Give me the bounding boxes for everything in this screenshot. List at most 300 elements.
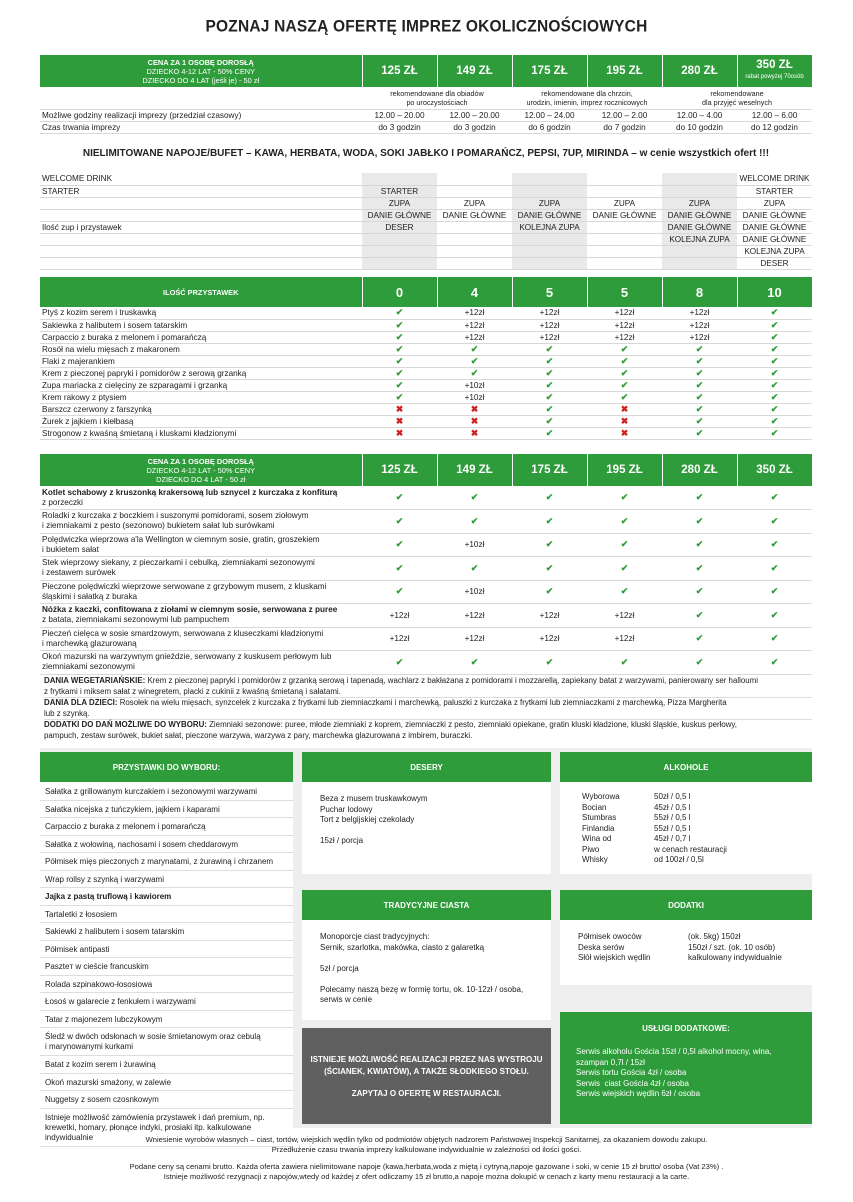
check-icon: ✔ (545, 586, 554, 597)
price-cell: 175 ZŁ (512, 55, 587, 87)
duration-label: Czas trwania imprezy (40, 121, 362, 133)
check-icon: ✔ (545, 355, 554, 366)
starter-dish-row (40, 331, 812, 343)
alcohol-name: Piwo (582, 844, 600, 854)
alcohol-price: od 100zł / 0,5l (654, 855, 704, 864)
check-icon: ✔ (470, 562, 479, 573)
price-cell: 125 ZŁ (362, 454, 437, 486)
check-icon: ✔ (620, 379, 629, 390)
menu-cell: ZUPA (662, 197, 737, 209)
check-icon: ✔ (695, 403, 704, 414)
menu-row-label (40, 233, 362, 245)
menu-cell (362, 233, 437, 245)
addons-panel (560, 890, 812, 985)
services-title: USŁUGI DODATKOWE: (642, 1024, 730, 1033)
main-dish-row (40, 604, 812, 628)
check-icon: ✔ (770, 539, 779, 550)
alcohol-item (582, 855, 812, 866)
starter-dish-row (40, 355, 812, 367)
menu-cell (587, 245, 662, 257)
menu-cell: DESER (737, 257, 812, 269)
menu-cell: DANIE GŁÓWNE (587, 209, 662, 221)
starter-option: Nuggetsy z sosem czosnkowym (40, 1091, 293, 1109)
starter-cell: STARTER (737, 185, 812, 197)
starter-dish-row (40, 415, 812, 427)
starter-option: Okoń mazurski smażony, w zalewie (40, 1074, 293, 1092)
extras-line-2: pampuch, zestaw surówek, bukiet sałat, pieczone warzywa, warzywa z pary, marchewka glazurowana z imbirem, buraczki. (44, 730, 473, 740)
check-icon: ✔ (770, 331, 779, 342)
surcharge-text: +12zł (614, 610, 635, 620)
menu-cell: ZUPA (362, 197, 437, 209)
check-icon: ✔ (695, 609, 704, 620)
alcohol-price: 45zł / 0,7 l (654, 834, 691, 843)
duration-cell: do 6 godzin (512, 121, 587, 133)
price-cell: 125 ZŁ (362, 55, 437, 87)
dish-name: Carpaccio z buraka z melonem i pomarańczą (40, 331, 362, 343)
check-icon: ✔ (620, 367, 629, 378)
cross-icon: ✖ (470, 415, 479, 426)
check-icon: ✔ (545, 403, 554, 414)
starter-dish-row (40, 403, 812, 415)
addon-name: Słół wiejskich wędlin (578, 953, 651, 962)
starter-dish-row (40, 391, 812, 403)
check-icon: ✔ (545, 515, 554, 526)
starters-list-panel (40, 752, 293, 1142)
footer-note-4: Istnieje możliwość rezygnacji z napojów,wtedy od każdej z ofert odliczamy 15 zł brutto,a napoje można dokupić w cenach z karty menu restauracji a la carte. (163, 1172, 690, 1181)
surcharge-text: +12zł (464, 610, 485, 620)
surcharge-text: +12zł (539, 308, 560, 318)
starter-dish-row (40, 379, 812, 391)
addon-price: kalkulowany indywidualnie (688, 953, 782, 962)
check-icon: ✔ (770, 609, 779, 620)
alcohol-list (560, 782, 812, 874)
starters-list (40, 782, 293, 1142)
recommend-text: rekomendowane dla obiadów po uroczystościach (362, 87, 512, 109)
check-icon: ✔ (470, 515, 479, 526)
addon-price: (ok. 5kg) 150zł (688, 932, 741, 941)
decor-offer-line-1: ISTNIEJE MOŻLIWOŚĆ REALIZACJI PRZEZ NAS WYSTROJU (310, 1054, 543, 1064)
check-icon: ✔ (470, 355, 479, 366)
check-icon: ✔ (395, 492, 404, 502)
starter-option: Paszteт w cieście francuskim (40, 958, 293, 976)
dish-name: Krem z pieczonej papryki i pomidorów z serową grzanką (40, 367, 362, 379)
menu-cell (362, 257, 437, 269)
alcohol-price: 45zł / 0,5 l (654, 802, 691, 812)
check-icon: ✔ (395, 307, 404, 318)
check-icon: ✔ (695, 355, 704, 366)
hours-cell: 12.00 – 20.00 (437, 109, 512, 121)
check-icon: ✔ (470, 343, 479, 354)
unlimited-drinks-banner: NIELIMITOWANE NAPOJE/BUFET – KAWA, HERBATA, WODA, SOKI JABŁKO I POMARAŃCZ, PEPSI, 7UP, MIRINDA – w cenie wszystkich ofert !!! (82, 148, 770, 159)
duration-cell: do 3 godzin (362, 121, 437, 133)
dish-name: Nóżka z kaczki, confitowana z ziołami w ciemnym sosie, serwowana z puree z batata, ziemniakami sezonowymi lub pampuchem (40, 604, 362, 628)
price-cell: 195 ZŁ (587, 454, 662, 486)
kids-line-2: lub z szynką. (44, 708, 90, 718)
price-cell: 149 ZŁ (437, 454, 512, 486)
cross-icon: ✖ (395, 427, 404, 438)
hours-cell: 12.00 – 6.00 (737, 109, 812, 121)
surcharge-text: +12zł (389, 634, 410, 644)
main-dish-row (40, 627, 812, 651)
check-icon: ✔ (620, 562, 629, 573)
check-icon: ✔ (770, 656, 779, 667)
check-icon: ✔ (770, 367, 779, 378)
dish-name: Żurek z jajkiem i kiełbasą (40, 415, 362, 427)
duration-cell: do 10 godzin (662, 121, 737, 133)
addons-title: DODATKI (560, 890, 812, 920)
check-icon: ✔ (770, 633, 779, 644)
menu-row (40, 209, 812, 221)
menu-row (40, 233, 812, 245)
page-title: POZNAJ NASZĄ OFERTĘ IMPREZ OKOLICZNOŚCIOWYCH (205, 17, 648, 36)
starter-cell: STARTER (362, 185, 437, 197)
starter-option: Tatar z majonezem lubczykowym (40, 1011, 293, 1029)
check-icon: ✔ (770, 379, 779, 390)
addon-item (578, 943, 812, 954)
alcohol-name: Wina od (582, 834, 612, 843)
starter-option: Wrap rollsy z szynką i warzywami (40, 871, 293, 889)
starters-list-title: PRZYSTAWKI DO WYBORU: (40, 752, 293, 782)
cross-icon: ✖ (620, 427, 629, 438)
duration-cell: do 3 godzin (437, 121, 512, 133)
starter-option: Półmisek antipasti (40, 941, 293, 959)
check-icon: ✔ (395, 355, 404, 366)
check-icon: ✔ (545, 415, 554, 426)
check-icon: ✔ (695, 343, 704, 354)
menu-cell: KOLEJNA ZUPA (737, 245, 812, 257)
surcharge-text: +12zł (539, 610, 560, 620)
surcharge-text: +10zł (464, 380, 485, 390)
price-header-row (40, 55, 812, 87)
menu-cell: DANIE GŁÓWNE (512, 209, 587, 221)
alcohol-item (582, 792, 812, 803)
starters-count-cell: 0 (362, 277, 437, 307)
starters-count-cell: 4 (437, 277, 512, 307)
starter-label: STARTER (40, 185, 362, 197)
check-icon: ✔ (620, 391, 629, 402)
desserts-panel (302, 752, 551, 874)
dish-name: Pieczone polędwiczki wieprzowe serwowane z grzybowym musem, z kluskami śląskimi i sałatką z buraka (40, 580, 362, 604)
price-cell: 149 ZŁ (437, 55, 512, 87)
menu-row (40, 197, 812, 209)
menu-row (40, 221, 812, 233)
vege-line: DANIA WEGETARIAŃSKIE: Krem z pieczonej papryki i pomidorów z grzanką serową i tapenadą, wachlarz z bakłażana z pomidorami i mozzarellą, zapiekany batat z warzywami, panierowany ser halloumi (44, 676, 758, 685)
check-icon: ✔ (545, 379, 554, 390)
menu-cell (362, 245, 437, 257)
check-icon: ✔ (395, 539, 404, 550)
check-icon: ✔ (545, 492, 554, 502)
menu-cell: ZUPA (437, 197, 512, 209)
check-icon: ✔ (770, 355, 779, 366)
starters-count-cell: 10 (737, 277, 812, 307)
check-icon: ✔ (395, 319, 404, 330)
surcharge-text: +12zł (689, 308, 710, 318)
menu-cell: DANIE GŁÓWNE (737, 233, 812, 245)
alcohol-name: Stumbras (582, 813, 617, 822)
cross-icon: ✖ (470, 403, 479, 414)
check-icon: ✔ (695, 539, 704, 550)
dish-name: Zupa mariacka z cielęciny ze szparagami i grzanką (40, 379, 362, 391)
duration-row (40, 121, 812, 133)
menu-cell (512, 233, 587, 245)
alcohol-item (582, 813, 812, 824)
menu-cell: DANIE GŁÓWNE (662, 209, 737, 221)
check-icon: ✔ (545, 427, 554, 438)
menu-cell (512, 245, 587, 257)
starter-dish-row (40, 343, 812, 355)
services-text: Serwis alkoholu Gościa 15zł / 0,5l alkohol mocny, wina, szampan 0,7l / 15zł Serwis tortu Gościa 4zł / osoba Serwis ciast Gościa 4zł / osoba Serwis wiejskich wędlin 6zł / osoba (576, 1047, 772, 1098)
footer-note-2: Przedłużenie czasu trwania imprezy kalkulowane indywidualnie w zależności od ilości gości. (271, 1145, 582, 1154)
hours-label: Możliwe godziny realizacji imprezy (przedział czasowy) (40, 109, 362, 121)
surcharge-text: +12zł (614, 634, 635, 644)
surcharge-text: +12zł (539, 634, 560, 644)
main-dish-row (40, 651, 812, 675)
menu-cell: DANIE GŁÓWNE (362, 209, 437, 221)
alcohol-name: Whisky (582, 855, 608, 864)
check-icon: ✔ (545, 656, 554, 667)
check-icon: ✔ (395, 367, 404, 378)
starter-dish-row (40, 367, 812, 379)
starter-dish-row (40, 307, 812, 319)
surcharge-text: +12zł (539, 320, 560, 330)
decor-offer-line-2: (ŚCIANEK, KWIATÓW), A TAKŻE SŁODKIEGO STOŁU. (324, 1066, 529, 1076)
alcohol-title: ALKOHOLE (560, 752, 812, 782)
check-icon: ✔ (395, 379, 404, 390)
duration-cell: do 12 godzin (737, 121, 812, 133)
check-icon: ✔ (470, 492, 479, 502)
starters-count-label: ILOŚĆ PRZYSTAWEK (40, 277, 362, 307)
price-cell: 280 ZŁ (662, 454, 737, 486)
kids-line: DANIA DLA DZIECI: Rosołek na wielu mięsach, synzcelek z kurczaka z frytkami lub ziemniaczkami i marchewką, paluszki z kurczaka z frytkami lub ziemniaczkami z marchewką, Pizza Margherita (44, 697, 812, 709)
starter-option: Łosoś w galarecie z fenkułem i warzywami (40, 993, 293, 1011)
starter-option: Śledź w dwóch odsłonach w sosie śmietanowym oraz cebulą i marynowanymi kurkami (40, 1028, 293, 1056)
main-dish-row (40, 510, 812, 534)
addon-name: Półmisek owoców (578, 932, 642, 941)
menu-cell (437, 245, 512, 257)
surcharge-text: +12zł (614, 332, 635, 342)
recommend-text: rekomendowane dla przyjęć weselnych (662, 87, 812, 109)
menu-cell (512, 257, 587, 269)
check-icon: ✔ (395, 656, 404, 667)
menu-cell (587, 233, 662, 245)
check-icon: ✔ (620, 539, 629, 550)
starters-table (40, 277, 813, 440)
hours-cell: 12.00 – 2.00 (587, 109, 662, 121)
surcharge-text: +12zł (689, 320, 710, 330)
price-cell: 350 ZŁ (737, 454, 812, 486)
desserts-body (302, 782, 551, 874)
cakes-text: Monoporcje ciast tradycyjnych: Sernik, szarlotka, makówka, ciasto z galaretką 5zł / porcja Polecamy naszą bezę w formię tortu, ok. 10-12zł / osoba, serwis w cenie (320, 932, 524, 1004)
surcharge-text: +12zł (689, 332, 710, 342)
dish-name: Pieczeń cielęca w sosie smardzowym, serwowana z kluseczkami kładzionymi i marchewką glazurowaną (40, 627, 362, 651)
check-icon: ✔ (770, 343, 779, 354)
menu-cell: KOLEJNA ZUPA (662, 233, 737, 245)
desserts-title: DESERY (302, 752, 551, 782)
surcharge-text: +12zł (614, 320, 635, 330)
check-icon: ✔ (620, 515, 629, 526)
check-icon: ✔ (770, 391, 779, 402)
dish-name: Rosół na wielu mięsach z makaronem (40, 343, 362, 355)
price-cell: 280 ZŁ (662, 55, 737, 87)
starter-option: Carpaccio z buraka z melonem i pomarańczą (40, 818, 293, 836)
check-icon: ✔ (770, 415, 779, 426)
price-cell-discount: 350 ZŁ rabat powyżej 70osób (737, 55, 812, 87)
cross-icon: ✖ (620, 415, 629, 426)
main-dish-row (40, 580, 812, 604)
check-icon: ✔ (620, 355, 629, 366)
surcharge-text: +10zł (464, 392, 485, 402)
extras-line: DODATKI DO DAŃ MOŻLIWE DO WYBORU: Ziemniaki sezonowe: puree, młode ziemniaki z koprem, ziemniaczki z pesto, ziemniaki opiekane, gratin kluski kładzione, kluski śląskie, kuskus perłowy, (44, 719, 812, 731)
check-icon: ✔ (695, 586, 704, 597)
alcohol-price: 55zł / 0,5 l (654, 813, 691, 822)
alcohol-item (582, 845, 812, 856)
recommend-text: rekomendowane dla chrzcin, urodzin, imienin, imprez rocznicowych (512, 87, 662, 109)
starter-row (40, 185, 812, 197)
starter-dish-row (40, 427, 812, 439)
menu-row-label: Ilość zup i przystawek (40, 221, 362, 233)
surcharge-text: +12zł (389, 610, 410, 620)
starters-count-cell: 5 (587, 277, 662, 307)
check-icon: ✔ (695, 656, 704, 667)
menu-cell (587, 221, 662, 233)
welcome-cell: WELCOME DRINK (737, 173, 812, 185)
starter-option: Rolada szpinakowo-łososiowa (40, 976, 293, 994)
check-icon: ✔ (770, 403, 779, 414)
menu-cell (437, 233, 512, 245)
menu-cell: DANIE GŁÓWNE (437, 209, 512, 221)
menu-cell: DANIE GŁÓWNE (662, 221, 737, 233)
check-icon: ✔ (695, 367, 704, 378)
cross-icon: ✖ (620, 403, 629, 414)
alcohol-name: Bocian (582, 802, 607, 812)
starter-option: Sałatka z grillowanym kurczakiem i sezonowymi warzywami (40, 783, 293, 801)
price-table (40, 55, 813, 134)
check-icon: ✔ (695, 391, 704, 402)
menu-row-label (40, 257, 362, 269)
starter-option: Tartaletki z łososiem (40, 906, 293, 924)
menu-composition-table (40, 173, 812, 270)
dish-name: Kotlet schabowy z kruszonką krakersową lub sznycel z kurczaka z konfiturą z porzeczki (40, 486, 362, 510)
cakes-title: TRADYCYJNE CIASTA (302, 890, 551, 920)
hours-cell: 12.00 – 4.00 (662, 109, 737, 121)
check-icon: ✔ (545, 562, 554, 573)
addon-name: Deska serów (578, 942, 625, 952)
check-icon: ✔ (395, 562, 404, 573)
duration-cell: do 7 godzin (587, 121, 662, 133)
cross-icon: ✖ (395, 415, 404, 426)
surcharge-text: +12zł (464, 308, 485, 318)
desserts-text: Beza z musem truskawkowym Puchar lodowy Tort z belgijskiej czekolady 15zł / porcja (320, 794, 428, 845)
menu-cell (662, 257, 737, 269)
check-icon: ✔ (620, 586, 629, 597)
dish-name: Roladki z kurczaka z boczkiem i suszonymi pomidorami, sosem ziołowym i ziemniakami z pesto (sezonowo) bukietem sałat lub surówkami (40, 510, 362, 534)
check-icon: ✔ (545, 343, 554, 354)
hours-cell: 12.00 – 24.00 (512, 109, 587, 121)
extra-info (44, 676, 812, 742)
recommend-row (40, 87, 812, 109)
check-icon: ✔ (620, 656, 629, 667)
menu-cell (437, 221, 512, 233)
menu-cell (437, 257, 512, 269)
dish-name: Polędwiczka wieprzowa a'la Wellington w ciemnym sosie, gratin, groszekiem i bukietem sałat (40, 533, 362, 557)
alcohol-price: w cenach restauracji (654, 844, 727, 854)
menu-cell: DANIE GŁÓWNE (737, 209, 812, 221)
starter-option: Jajka z pastą truflową i kawiorem (40, 888, 293, 906)
check-icon: ✔ (545, 391, 554, 402)
check-icon: ✔ (470, 656, 479, 667)
starter-option: Sakiewki z halibutem i sosem tatarskim (40, 923, 293, 941)
check-icon: ✔ (695, 562, 704, 573)
vege-line-2: z frytkami i miksem sałat z winegretem, placki z cukinii z kwaśną śmietaną i sałatami. (44, 686, 341, 696)
check-icon: ✔ (395, 586, 404, 597)
footer-note-3: Podane ceny są cenami brutto. Każda oferta zawiera nielimitowane napoje (kawa,herbata,woda z miętą i cytryną,napoje gazowane i soki, w cenie 15 zł brutto/ osoba (Vat 23%) . (129, 1162, 724, 1171)
main-dish-row (40, 486, 812, 510)
starters-count-row (40, 277, 812, 307)
menu-cell: KOLEJNA ZUPA (512, 221, 587, 233)
menu-row-label (40, 245, 362, 257)
check-icon: ✔ (770, 515, 779, 526)
dish-name: Barszcz czerwony z farszynką (40, 403, 362, 415)
check-icon: ✔ (695, 492, 704, 502)
check-icon: ✔ (770, 319, 779, 330)
check-icon: ✔ (395, 515, 404, 526)
dish-name: Stek wieprzowy siekany, z pieczarkami i cebulką, ziemniakami sezonowymi i zestawem surówek (40, 557, 362, 581)
menu-cell: ZUPA (737, 197, 812, 209)
check-icon: ✔ (470, 367, 479, 378)
starters-count-cell: 5 (512, 277, 587, 307)
dish-name: Ptyś z kozim serem i truskawką (40, 307, 362, 319)
hours-row (40, 109, 812, 121)
hours-cell: 12.00 – 20.00 (362, 109, 437, 121)
check-icon: ✔ (695, 415, 704, 426)
addons-list (560, 920, 812, 985)
surcharge-text: +12zł (539, 332, 560, 342)
dish-name: Sakiewka z halibutem i sosem tatarskim (40, 319, 362, 331)
alcohol-price: 55zł / 0,5 l (654, 823, 691, 833)
starter-option: Półmisek mięs pieczonych z marynatami, z żurawiną i chrzanem (40, 853, 293, 871)
addon-item (578, 932, 812, 943)
decor-offer-line-3: ZAPYTAJ O OFERTĘ W RESTAURACJI. (351, 1088, 502, 1098)
starter-option: Batat z kozim serem i żurawiną (40, 1056, 293, 1074)
alcohol-panel (560, 752, 812, 874)
addon-price: 150zł / szt. (ok. 10 osób) (688, 942, 776, 952)
footer-note-1: Wniesienie wyrobów własnych – ciast, tortów, wiejskich wędlin tylko od podmiotów objętych nadzorem Państwowej Inspekcji Sanitarnej, za okazaniem dowodu zakupu. (145, 1135, 708, 1144)
check-icon: ✔ (695, 427, 704, 438)
starter-option: Sałatka nicejska z tuńczykiem, jajkiem i kaparami (40, 801, 293, 819)
cakes-body (302, 920, 551, 1020)
alcohol-name: Wyborowa (582, 792, 620, 801)
starter-option: Istnieje możliwość zamówienia przystawek i dań premium, np. krewetki, homary, płonące indyki, prosiaki itp. kalkulowane indywidualnie (40, 1109, 293, 1147)
menu-cell: DESER (362, 221, 437, 233)
check-icon: ✔ (395, 391, 404, 402)
menu-cell (662, 245, 737, 257)
check-icon: ✔ (395, 331, 404, 342)
main-dish-row (40, 533, 812, 557)
check-icon: ✔ (770, 427, 779, 438)
check-icon: ✔ (620, 343, 629, 354)
surcharge-text: +12zł (464, 320, 485, 330)
surcharge-text: +12zł (464, 332, 485, 342)
menu-cell: ZUPA (512, 197, 587, 209)
menu-row-label (40, 197, 362, 209)
cakes-panel (302, 890, 551, 1020)
check-icon: ✔ (545, 539, 554, 550)
main-dish-header-row (40, 454, 812, 486)
check-icon: ✔ (620, 492, 629, 502)
surcharge-text: +12zł (614, 308, 635, 318)
check-icon: ✔ (770, 562, 779, 573)
surcharge-text: +10zł (464, 587, 485, 597)
